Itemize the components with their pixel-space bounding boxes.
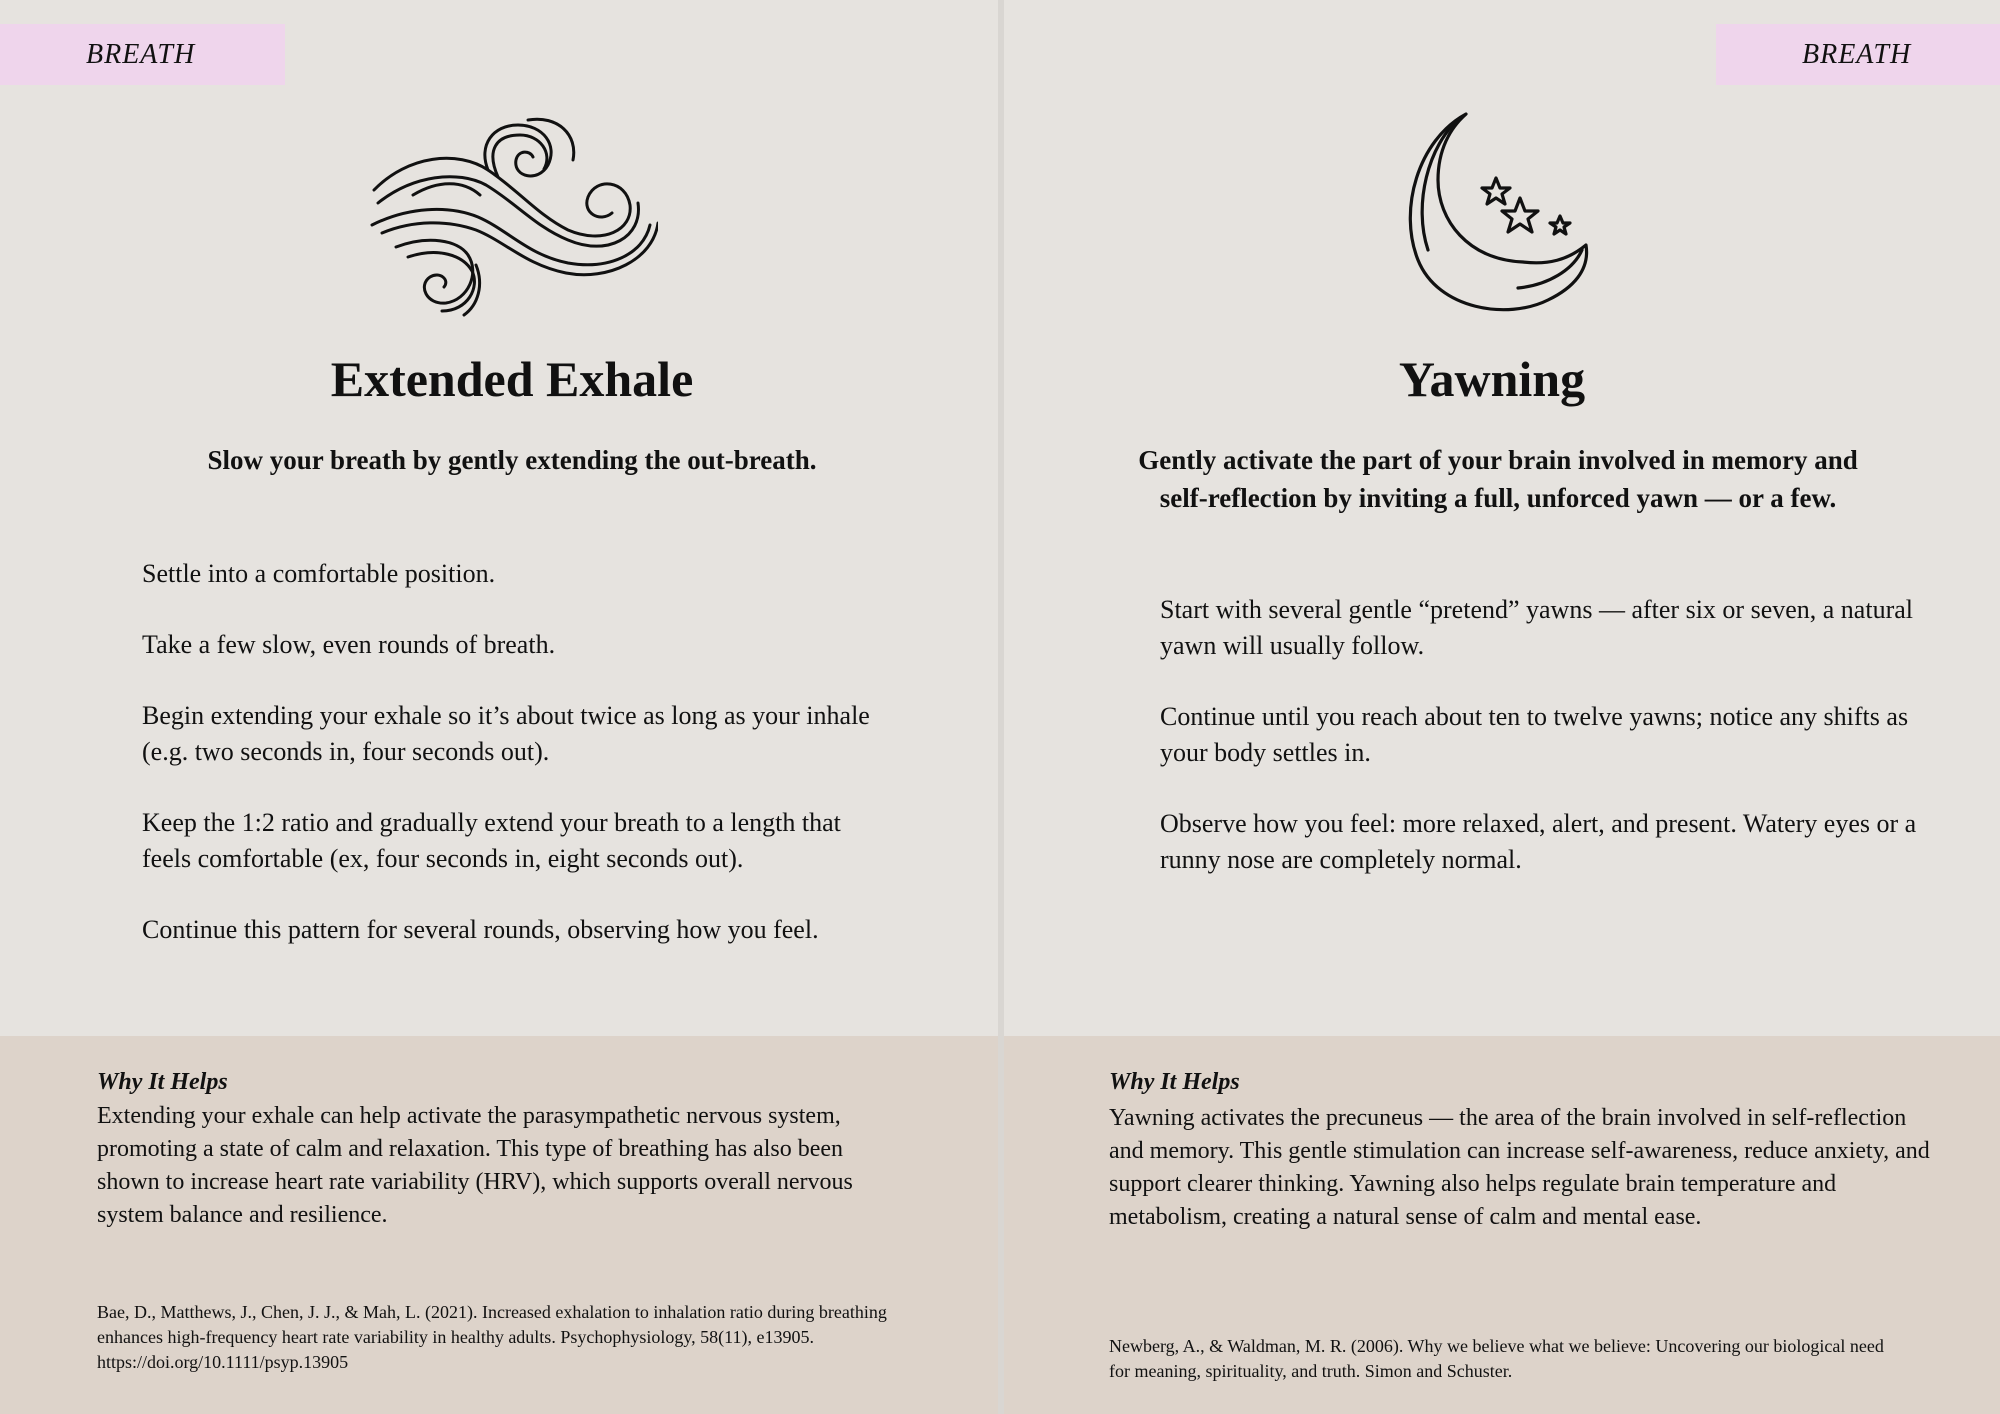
- page-subtitle: Gently activate the part of your brain involved in memory and self-reflection by inviting a full, unforced yawn — or a few.: [1138, 445, 1858, 513]
- why-it-helps-panel: [0, 1036, 1000, 1414]
- step-item: Observe how you feel: more relaxed, alert, and present. Watery eyes or a runny nose are completely normal.: [1160, 809, 1917, 874]
- steps-list: [1160, 592, 1920, 913]
- step-item: Keep the 1:2 ratio and gradually extend your breath to a length that feels comfortable (ex, four seconds in, eight seconds out).: [142, 808, 841, 873]
- step-item: Take a few slow, even rounds of breath.: [142, 630, 556, 659]
- step-item: Continue until you reach about ten to twelve yawns; notice any shifts as your body settles in.: [1160, 702, 1909, 767]
- why-heading: Why It Helps: [1109, 1069, 1240, 1095]
- moon-stars-icon: [1398, 110, 1598, 320]
- reference-citation: Newberg, A., & Waldman, M. R. (2006). Why we believe what we believe: Uncovering our biological need for meaning, spirituality, and truth. Simon and Schuster.: [1109, 1336, 1884, 1381]
- wind-swirl-icon: [368, 115, 658, 320]
- step-item: Begin extending your exhale so it’s about twice as long as your inhale (e.g. two seconds in, four seconds out).: [142, 701, 870, 766]
- section-tag: BREATH: [0, 24, 285, 85]
- page-title: Yawning: [1398, 351, 1586, 407]
- steps-list: [142, 556, 882, 983]
- step-item: Continue this pattern for several rounds, observing how you feel.: [142, 915, 819, 944]
- why-body: Yawning activates the precuneus — the area of the brain involved in self-reflection and memory. This gentle stimulation can increase self-awareness, reduce anxiety, and support clearer thinking. Yawning also helps regulate brain temperature and metabolism, creating a natural sense of calm and mental ease.: [1109, 1105, 1930, 1230]
- right-page: [1004, 0, 2000, 1414]
- page-title: Extended Exhale: [330, 351, 694, 407]
- reference-citation: Bae, D., Matthews, J., Chen, J. J., & Mah, L. (2021). Increased exhalation to inhalation ratio during breathing enhances high-frequency heart rate variability in healthy adults. Psychophysiology, 58(11), e13905. https://doi.org/10.1111/psyp.13905: [97, 1302, 887, 1372]
- why-body: Extending your exhale can help activate the parasympathetic nervous system, promoting a state of calm and relaxation. This type of breathing has also been shown to increase heart rate variability (HRV), which supports overall nervous system balance and resilience.: [97, 1103, 853, 1228]
- step-item: Start with several gentle “pretend” yawns — after six or seven, a natural yawn will usually follow.: [1160, 595, 1913, 660]
- why-heading: Why It Helps: [97, 1069, 228, 1095]
- page-subtitle: Slow your breath by gently extending the out-breath.: [207, 445, 817, 475]
- section-tag: BREATH: [1716, 24, 2000, 85]
- why-it-helps-panel: [1004, 1036, 2000, 1414]
- step-item: Settle into a comfortable position.: [142, 559, 496, 588]
